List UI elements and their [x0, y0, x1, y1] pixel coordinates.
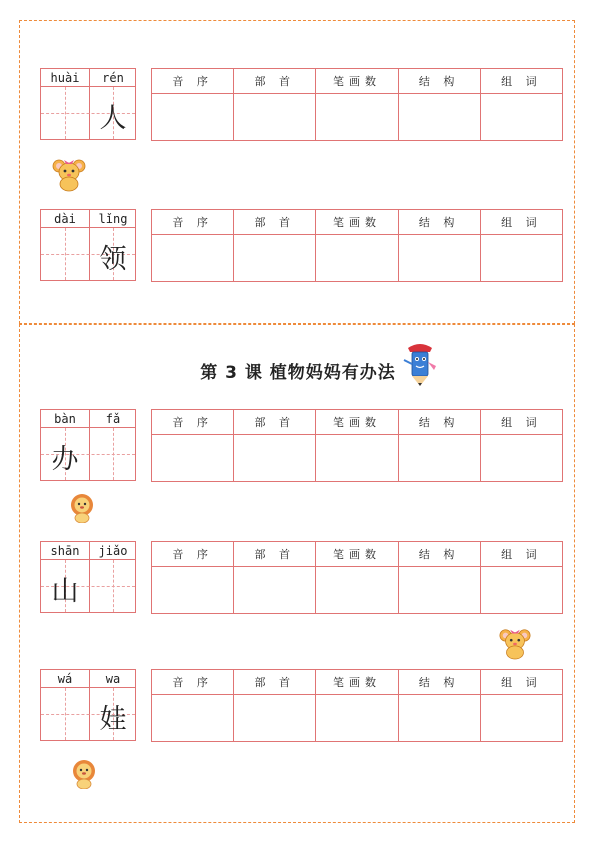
mouse-mascot-icon — [498, 626, 532, 660]
character-info-table — [151, 409, 563, 482]
pinyin-syllable: jiǎo — [98, 544, 128, 558]
pinyin-syllable: shān — [50, 544, 80, 558]
header-cell: 部 首 — [234, 670, 316, 695]
answer-cell[interactable] — [480, 567, 562, 614]
lesson-title: 第 3 课 植物妈妈有办法 — [200, 363, 396, 383]
answer-cell[interactable] — [316, 695, 398, 742]
header-cell: 音 序 — [152, 210, 234, 235]
hanzi-grid-box — [40, 669, 136, 741]
hanzi-character — [89, 564, 137, 612]
answer-cell[interactable] — [480, 695, 562, 742]
header-cell: 组 词 — [480, 542, 562, 567]
answer-cell[interactable] — [480, 235, 562, 282]
answer-cell[interactable] — [234, 435, 316, 482]
answer-cell[interactable] — [152, 94, 234, 141]
pinyin-row — [41, 542, 135, 560]
pinyin-row — [41, 410, 135, 428]
character-info-table — [151, 209, 563, 282]
header-cell: 音 序 — [152, 542, 234, 567]
header-cell: 笔画数 — [316, 410, 398, 435]
header-cell: 笔画数 — [316, 670, 398, 695]
header-cell: 结 构 — [398, 542, 480, 567]
pinyin-syllable: dài — [54, 212, 76, 226]
answer-cell[interactable] — [316, 94, 398, 141]
answer-cell[interactable] — [152, 695, 234, 742]
answer-cell[interactable] — [152, 435, 234, 482]
answer-cell[interactable] — [234, 235, 316, 282]
hanzi-grid-box — [40, 541, 136, 613]
answer-cell[interactable] — [398, 695, 480, 742]
answer-cell[interactable] — [398, 567, 480, 614]
character-info-table — [151, 68, 563, 141]
hanzi-character: 人 — [99, 102, 127, 134]
hanzi-character: 山 — [51, 575, 79, 607]
pinyin-syllable: wá — [57, 672, 73, 686]
header-cell: 笔画数 — [316, 210, 398, 235]
answer-cell[interactable] — [234, 94, 316, 141]
header-cell: 部 首 — [234, 542, 316, 567]
answer-cell[interactable] — [398, 435, 480, 482]
answer-cell[interactable] — [398, 235, 480, 282]
header-cell: 音 序 — [152, 410, 234, 435]
pinyin-syllable: bàn — [54, 412, 76, 426]
pinyin-syllable: rén — [102, 71, 124, 85]
pencil-mascot-icon — [400, 340, 440, 388]
hanzi-character — [89, 432, 137, 480]
answer-cell[interactable] — [316, 567, 398, 614]
answer-cell[interactable] — [480, 94, 562, 141]
header-cell: 组 词 — [480, 210, 562, 235]
answer-cell[interactable] — [316, 235, 398, 282]
header-cell: 部 首 — [234, 210, 316, 235]
lion-mascot-icon — [68, 493, 96, 523]
answer-cell[interactable] — [480, 435, 562, 482]
pinyin-row — [41, 210, 135, 228]
header-cell: 组 词 — [480, 69, 562, 94]
answer-cell[interactable] — [152, 567, 234, 614]
answer-cell[interactable] — [234, 567, 316, 614]
hanzi-character: 娃 — [99, 703, 127, 735]
answer-cell[interactable] — [152, 235, 234, 282]
hanzi-grid-box — [40, 68, 136, 140]
hanzi-character: 办 — [51, 443, 79, 475]
header-cell: 笔画数 — [316, 69, 398, 94]
header-cell: 组 词 — [480, 670, 562, 695]
header-cell: 音 序 — [152, 69, 234, 94]
pinyin-syllable: lǐng — [98, 212, 128, 226]
header-cell: 组 词 — [480, 410, 562, 435]
hanzi-character — [41, 692, 89, 740]
header-cell: 结 构 — [398, 670, 480, 695]
character-info-table — [151, 541, 563, 614]
hanzi-character — [41, 91, 89, 139]
hanzi-character: 领 — [99, 243, 127, 275]
header-cell: 部 首 — [234, 410, 316, 435]
pinyin-row — [41, 670, 135, 688]
hanzi-grid-box — [40, 209, 136, 281]
pinyin-syllable: huài — [50, 71, 80, 85]
header-cell: 笔画数 — [316, 542, 398, 567]
lion-mascot-icon — [70, 759, 98, 789]
pinyin-syllable: fǎ — [105, 412, 121, 426]
pinyin-syllable: wa — [105, 672, 121, 686]
answer-cell[interactable] — [234, 695, 316, 742]
header-cell: 结 构 — [398, 210, 480, 235]
character-info-table — [151, 669, 563, 742]
mouse-mascot-icon — [52, 156, 86, 192]
answer-cell[interactable] — [316, 435, 398, 482]
header-cell: 结 构 — [398, 69, 480, 94]
header-cell: 音 序 — [152, 670, 234, 695]
header-cell: 结 构 — [398, 410, 480, 435]
hanzi-grid-box — [40, 409, 136, 481]
answer-cell[interactable] — [398, 94, 480, 141]
header-cell: 部 首 — [234, 69, 316, 94]
pinyin-row — [41, 69, 135, 87]
hanzi-character — [41, 232, 89, 280]
